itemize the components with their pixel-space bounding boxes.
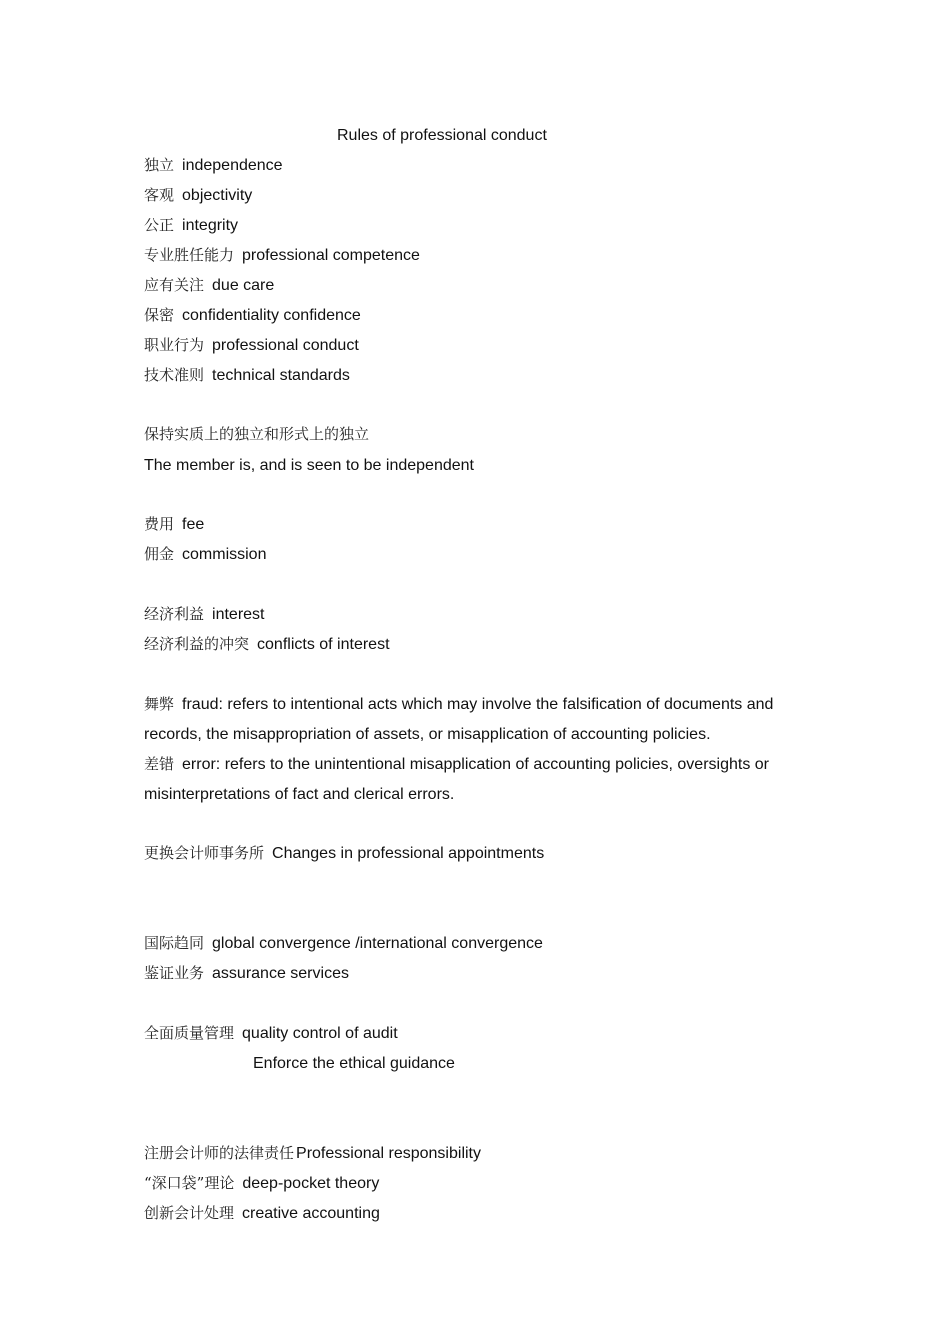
term-zh: 佣金	[144, 545, 175, 563]
page-title: Rules of professional conduct	[337, 127, 547, 144]
term-row	[144, 185, 252, 206]
term-row	[144, 365, 350, 386]
term-zh: 鉴证业务	[144, 964, 205, 982]
term-en: creative accounting	[242, 1205, 380, 1222]
term-en: objectivity	[182, 187, 253, 204]
term-en: global convergence /international convergence	[212, 935, 543, 952]
error-text-1: error: refers to the unintentional misapplication of accounting policies, oversights or	[182, 756, 769, 773]
conflicts-row	[144, 634, 390, 655]
term-en: conflicts of interest	[257, 636, 390, 653]
fraud-line-2: records, the misappropriation of assets, or misapplication of accounting policies.	[144, 726, 711, 743]
error-zh: 差错	[144, 755, 175, 773]
term-row	[144, 245, 420, 266]
term-en: professional conduct	[212, 337, 359, 354]
term-en: integrity	[182, 217, 239, 234]
assurance-row	[144, 963, 349, 984]
term-zh: 专业胜任能力	[144, 246, 235, 264]
term-zh: 客观	[144, 186, 175, 204]
fraud-zh: 舞弊	[144, 695, 175, 713]
interest-row	[144, 604, 264, 625]
term-zh: 经济利益的冲突	[144, 635, 250, 653]
term-en: Changes in professional appointments	[272, 845, 545, 862]
term-en: Professional responsibility	[296, 1145, 481, 1162]
term-row	[144, 215, 238, 236]
changes-row	[144, 843, 544, 864]
fraud-text-1: fraud: refers to intentional acts which may involve the falsification of documents and	[182, 696, 774, 713]
term-zh: 职业行为	[144, 336, 205, 354]
term-zh: 更换会计师事务所	[144, 844, 265, 862]
term-en: interest	[212, 606, 265, 623]
term-en: quality control of audit	[242, 1025, 398, 1042]
term-zh: “深口袋”理论	[144, 1174, 235, 1192]
creative-accounting-row	[144, 1203, 380, 1224]
error-line-1	[144, 754, 769, 775]
term-zh: 费用	[144, 515, 175, 533]
term-zh: 保密	[144, 306, 175, 324]
commission-row	[144, 544, 266, 565]
deep-pocket-row	[144, 1173, 379, 1194]
term-row	[144, 335, 359, 356]
fraud-line-1	[144, 694, 773, 715]
term-zh: 创新会计处理	[144, 1204, 235, 1222]
term-zh: 应有关注	[144, 276, 205, 294]
term-en: professional competence	[242, 247, 420, 264]
term-en: confidentiality confidence	[182, 307, 361, 324]
independence-zh	[144, 424, 377, 445]
quality-row	[144, 1023, 398, 1044]
term-zh: 国际趋同	[144, 934, 205, 952]
independence-en: The member is, and is seen to be independent	[144, 457, 474, 474]
convergence-row	[144, 933, 543, 954]
term-en: due care	[212, 277, 275, 294]
term-zh: 全面质量管理	[144, 1024, 235, 1042]
term-row	[144, 305, 361, 326]
term-en: fee	[182, 516, 205, 533]
term-en: technical standards	[212, 367, 350, 384]
term-zh: 技术准则	[144, 366, 205, 384]
term-en: deep-pocket theory	[242, 1175, 380, 1192]
term-row	[144, 275, 274, 296]
term-en: commission	[182, 546, 267, 563]
term-zh: 独立	[144, 156, 175, 174]
term-zh: 注册会计师的法律责任	[144, 1144, 295, 1162]
quality-subline: Enforce the ethical guidance	[253, 1055, 455, 1072]
error-line-2: misinterpretations of fact and clerical errors.	[144, 786, 455, 803]
fee-row	[144, 514, 204, 535]
independence-zh-text: 保持实质上的独立和形式上的独立	[144, 425, 370, 443]
term-en: assurance services	[212, 965, 349, 982]
term-zh: 公正	[144, 216, 175, 234]
legal-row	[144, 1143, 481, 1164]
term-row	[144, 155, 283, 176]
term-zh: 经济利益	[144, 605, 205, 623]
term-en: independence	[182, 157, 283, 174]
